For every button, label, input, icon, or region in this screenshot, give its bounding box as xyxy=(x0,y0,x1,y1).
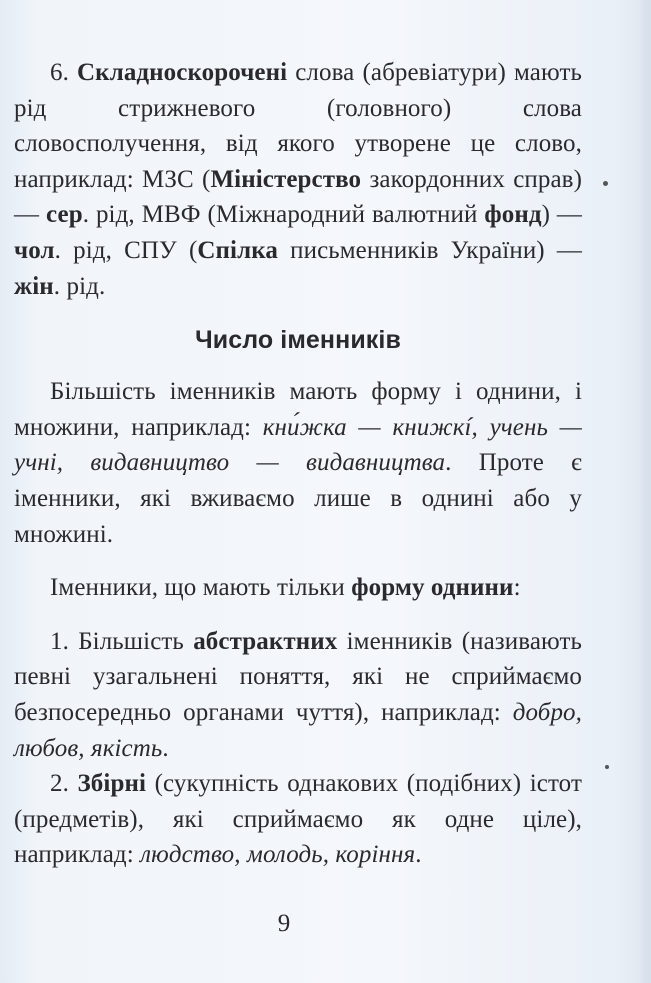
paragraph-number-forms xyxy=(14,374,582,552)
text-run: письменників України) — xyxy=(277,236,582,264)
paragraph-abbreviations xyxy=(14,55,582,304)
text-run: 6. xyxy=(50,59,78,86)
text-run: 1. Більшість xyxy=(50,627,194,655)
text-run: Більшість іменників мають форму і однини, і множини, наприклад: xyxy=(14,378,582,441)
bold-term: чол xyxy=(14,236,55,264)
print-speck xyxy=(603,181,608,186)
text-run: : xyxy=(513,574,521,602)
bold-term: Збірні xyxy=(77,770,147,798)
bold-term: Спілка xyxy=(197,236,278,264)
text-run: іменників (називають певні узагальнені поняття, які не сприймаємо безпосередньо органами чуття), наприклад: xyxy=(14,627,582,726)
text-run: 2. xyxy=(50,770,78,798)
paragraph-singular-intro xyxy=(14,570,582,606)
bold-term: Міністерство xyxy=(210,165,362,193)
paragraph-abstract-nouns xyxy=(14,624,582,766)
page-text xyxy=(14,55,582,873)
text-run: . xyxy=(415,841,422,869)
bold-term: абстрактних xyxy=(193,627,338,655)
italic-examples: кни́жка — книжкí, учень — учні, видавництво — видавництва xyxy=(14,413,583,477)
italic-examples: добро, любов, якість xyxy=(14,698,582,762)
text-run: ) — xyxy=(541,201,582,229)
bold-term: фонд xyxy=(484,201,542,229)
text-run: закордонних справ) — xyxy=(14,165,582,229)
text-run: (сукупність однакових (подібних) істот (предметів), які сприймаємо як одне ціле), наприклад: xyxy=(14,770,582,869)
bold-term: форму однини xyxy=(351,574,514,602)
page-number: 9 xyxy=(277,910,291,937)
print-speck xyxy=(605,765,609,769)
italic-examples: людство, молодь, коріння xyxy=(140,841,416,869)
paragraph-collective-nouns xyxy=(14,766,582,873)
text-run: . xyxy=(162,734,169,762)
text-run: . рід, МВФ (Міжнародний валютний xyxy=(82,201,485,229)
page-edge-shadow xyxy=(637,0,651,983)
text-run: . рід, СПУ ( xyxy=(54,236,198,264)
bold-term: Складноскорочені xyxy=(77,59,288,86)
text-run: . рід. xyxy=(53,272,106,300)
text-run: слова (абревіатури) мають рід стрижневого (головного) слова словосполучення, від якого утворене це слово, наприклад: МЗС ( xyxy=(14,59,582,193)
text-run: Іменники, що мають тільки xyxy=(50,574,352,602)
bold-term: сер xyxy=(46,201,83,229)
section-heading: Число іменників xyxy=(195,326,401,355)
bold-term: жін xyxy=(14,272,54,300)
text-run: . Проте є іменники, які вживаємо лише в однині або у множині. xyxy=(14,449,582,548)
